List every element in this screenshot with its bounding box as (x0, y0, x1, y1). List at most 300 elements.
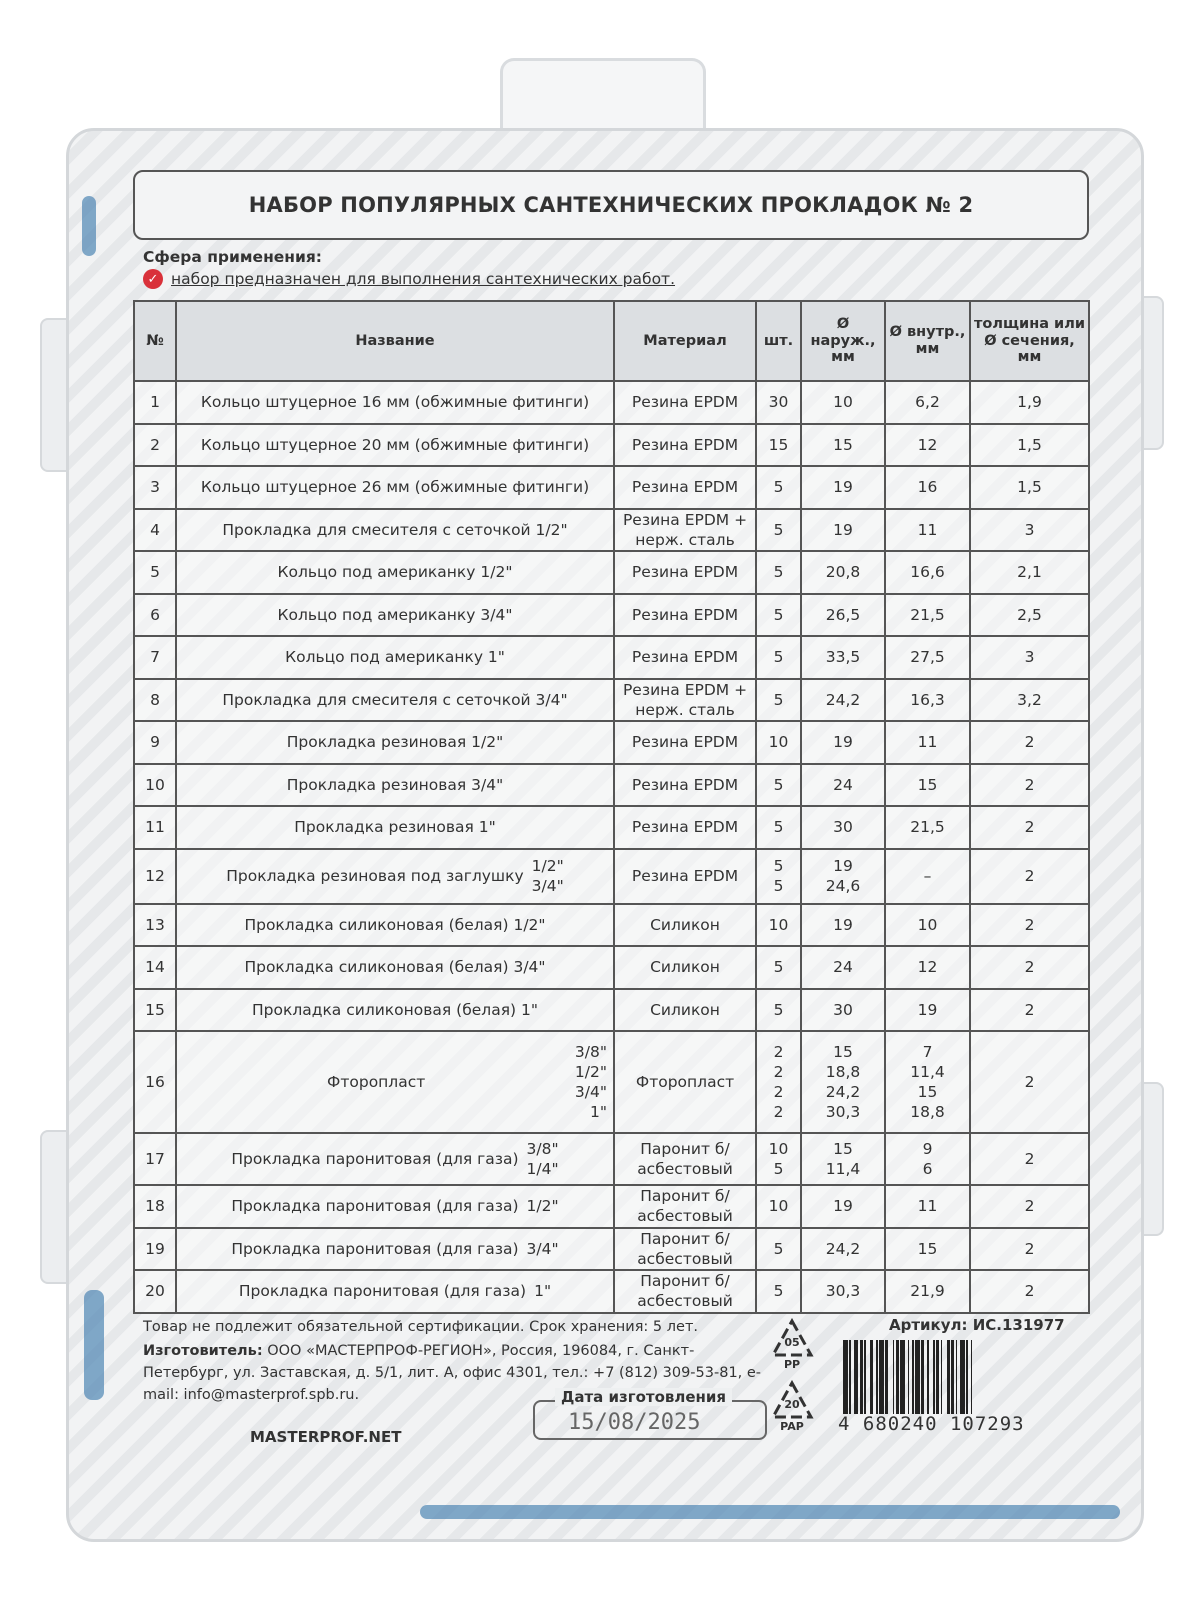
row-inner-line: 15 (917, 1083, 938, 1101)
size-line: 1" (590, 1103, 607, 1122)
row-material (614, 551, 756, 594)
row-thick (970, 466, 1089, 509)
row-num-text: 7 (150, 648, 160, 667)
row-outer-text: 19 (833, 478, 853, 497)
row-inner (885, 849, 970, 904)
row-outer (801, 1270, 885, 1313)
col-outer: Ø наруж., мм (801, 301, 885, 381)
row-name (176, 1185, 614, 1228)
row-thick (970, 551, 1089, 594)
row-outer-text: 30 (833, 818, 853, 837)
row-qty-text: 5 (773, 1239, 784, 1258)
row-inner (885, 551, 970, 594)
row-thick-text: 2 (1024, 775, 1035, 794)
row-outer-text: 19 (833, 915, 853, 934)
row-qty-text: 10 (768, 915, 789, 934)
row-thick-text: 3 (1024, 648, 1035, 667)
row-name-wrap (177, 856, 613, 896)
row-qty (756, 721, 801, 764)
row-qty-text: 5 (773, 775, 784, 794)
row-outer (801, 764, 885, 807)
row-inner-line: 7 (922, 1042, 933, 1061)
row-num-text: 2 (150, 435, 160, 454)
row-inner (885, 989, 970, 1032)
row-qty-text: 10 (768, 733, 789, 752)
row-qty-text: 10 (768, 1197, 789, 1216)
row-material (614, 1133, 756, 1185)
row-outer (801, 721, 885, 764)
row-num-text: 13 (145, 915, 165, 934)
row-name-text: Кольцо штуцерное 26 мм (обжимные фитинги) (200, 478, 590, 497)
row-qty (756, 1031, 801, 1133)
row-num (134, 721, 176, 764)
row-inner (885, 764, 970, 807)
table-header-row (134, 301, 1089, 381)
size-list (575, 1042, 607, 1123)
row-qty (756, 1228, 801, 1271)
row-outer-text: 33,5 (825, 648, 861, 667)
size-line: 3/8" (526, 1139, 559, 1158)
row-qty-line: 2 (773, 1042, 784, 1061)
row-thick (970, 1185, 1089, 1228)
row-inner-line: 6 (922, 1160, 933, 1178)
row-inner (885, 679, 970, 722)
row-thick (970, 946, 1089, 989)
row-qty (756, 679, 801, 722)
row-thick-text: 1,5 (1017, 478, 1042, 497)
row-material (614, 381, 756, 424)
row-num (134, 466, 176, 509)
row-thick-text: 2 (1024, 1282, 1035, 1301)
row-qty-text: 5 (773, 1282, 784, 1301)
table-row (134, 381, 1089, 424)
row-num-text: 18 (145, 1197, 165, 1216)
table-row (134, 636, 1089, 679)
row-name (176, 989, 614, 1032)
row-name-text: Прокладка резиновая 1" (294, 818, 496, 837)
row-inner-text: 6,2 (915, 393, 940, 412)
row-outer (801, 849, 885, 904)
row-thick (970, 424, 1089, 467)
row-num (134, 679, 176, 722)
row-inner-stack (886, 1139, 969, 1179)
row-qty-line: 5 (773, 1160, 784, 1178)
row-thick-text: 1,9 (1017, 393, 1042, 412)
size-line: 3/4" (531, 877, 564, 895)
row-qty-text: 5 (773, 563, 784, 582)
table-row (134, 1031, 1089, 1133)
row-qty (756, 904, 801, 947)
row-name (176, 904, 614, 947)
row-thick-text: 2,1 (1017, 563, 1042, 582)
row-num (134, 1185, 176, 1228)
col-inner: Ø внутр., мм (885, 301, 970, 381)
cert-note: Товар не подлежит обязательной сертификации. Срок хранения: 5 лет. (143, 1319, 698, 1335)
row-inner (885, 466, 970, 509)
row-num (134, 989, 176, 1032)
row-name-text: Кольцо под американку 1" (285, 648, 505, 667)
row-name-text: Прокладка для смесителя с сеточкой 1/2" (222, 520, 568, 539)
row-inner (885, 381, 970, 424)
row-qty-text: 5 (773, 648, 784, 667)
size-line: 3/4" (526, 1239, 559, 1258)
row-outer-text: 10 (833, 393, 853, 412)
table-row (134, 806, 1089, 849)
row-qty-text: 5 (773, 520, 784, 539)
row-thick (970, 594, 1089, 637)
row-outer-text: 26,5 (825, 605, 861, 624)
row-material-text: Паронит б/асбестовый (637, 1272, 733, 1311)
row-inner-line: 18,8 (910, 1103, 945, 1122)
row-outer-line: 15 (833, 1139, 853, 1158)
row-name (176, 806, 614, 849)
row-name (176, 849, 614, 904)
row-material (614, 989, 756, 1032)
row-inner-text: 15 (917, 775, 938, 794)
row-thick-text: 2 (1024, 818, 1035, 837)
row-thick (970, 989, 1089, 1032)
row-name-text: Кольцо под американку 1/2" (277, 563, 513, 582)
row-num-text: 20 (145, 1282, 165, 1301)
row-material (614, 594, 756, 637)
row-name-wrap (177, 1281, 613, 1301)
row-outer (801, 509, 885, 552)
row-qty (756, 849, 801, 904)
row-outer-line: 19 (833, 856, 853, 875)
row-material (614, 1185, 756, 1228)
row-outer (801, 806, 885, 849)
row-num-text: 1 (150, 393, 160, 412)
row-inner (885, 424, 970, 467)
row-num-text: 8 (150, 690, 160, 709)
row-outer-text: 24 (833, 775, 853, 794)
row-num (134, 764, 176, 807)
row-outer-line: 15 (833, 1042, 853, 1061)
table-row (134, 849, 1089, 904)
row-outer-text: 19 (833, 520, 853, 539)
row-num (134, 1133, 176, 1185)
row-qty (756, 989, 801, 1032)
row-qty-text: 15 (768, 435, 789, 454)
row-name-text: Прокладка резиновая 3/4" (286, 775, 504, 794)
table-row (134, 989, 1089, 1032)
row-num (134, 849, 176, 904)
table-row (134, 509, 1089, 552)
row-thick-text: 2 (1024, 1239, 1035, 1258)
row-num (134, 636, 176, 679)
row-num (134, 1270, 176, 1313)
row-inner (885, 1270, 970, 1313)
table-row (134, 1133, 1089, 1185)
row-outer-line: 11,4 (825, 1160, 861, 1178)
row-thick-text: 2 (1024, 915, 1035, 934)
row-num (134, 1228, 176, 1271)
row-name-text: Прокладка резиновая под заглушку (226, 866, 524, 885)
row-material (614, 849, 756, 904)
row-inner-text: 16,6 (910, 563, 945, 582)
col-qty: шт. (756, 301, 801, 381)
row-thick (970, 764, 1089, 807)
table-row (134, 764, 1089, 807)
row-outer-stack (802, 856, 884, 896)
row-inner (885, 904, 970, 947)
scope-heading: Сфера применения: (143, 248, 323, 266)
row-inner-stack (886, 1042, 969, 1123)
row-thick-text: 2 (1024, 958, 1035, 977)
row-qty-line: 5 (773, 856, 784, 875)
row-name-wrap (177, 1239, 613, 1259)
row-material-text: Резина EPDM (631, 818, 739, 837)
row-qty-line: 2 (773, 1083, 784, 1101)
row-material-text: Резина EPDM (631, 866, 739, 885)
table-row (134, 466, 1089, 509)
row-outer-stack (802, 1139, 884, 1179)
row-thick (970, 381, 1089, 424)
row-name (176, 679, 614, 722)
row-outer-stack (802, 1042, 884, 1123)
col-name: Название (176, 301, 614, 381)
barcode-bar (972, 1340, 977, 1414)
row-outer-line: 30,3 (825, 1103, 861, 1122)
row-material-text: Резина EPDM (631, 435, 739, 454)
row-num-text: 12 (145, 866, 165, 885)
size-line: 1/2" (526, 1197, 559, 1216)
row-outer (801, 551, 885, 594)
row-inner (885, 946, 970, 989)
row-name (176, 721, 614, 764)
row-outer-text: 24 (833, 958, 853, 977)
row-thick (970, 509, 1089, 552)
row-thick (970, 806, 1089, 849)
col-thickness: толщина или Ø сечения, мм (970, 301, 1089, 381)
article-number: Артикул: ИС.131977 (889, 1316, 1065, 1334)
row-name (176, 636, 614, 679)
row-qty (756, 466, 801, 509)
row-material-text: Фторопласт (635, 1072, 735, 1091)
check-icon: ✓ (143, 269, 163, 289)
row-inner-text: 11 (917, 520, 938, 539)
maker-text: ООО «МАСТЕРПРОФ-РЕГИОН», Россия, 196084, г. Санкт-Петербург, ул. Заставская, д. 5/1, лит. А, офис 4301, тел.: +7 (812) 309-53-81, e-mail: info@masterprof.spb.ru. (143, 1343, 762, 1403)
row-qty (756, 551, 801, 594)
row-name-text: Фторопласт (327, 1072, 426, 1091)
row-material-text: Резина EPDM + нерж. сталь (622, 680, 748, 719)
site-name: MASTERPROF.NET (250, 1428, 402, 1446)
row-outer (801, 636, 885, 679)
row-name (176, 1270, 614, 1313)
row-material (614, 679, 756, 722)
recycle-code: PAP (780, 1420, 804, 1433)
date-value: 15/08/2025 (568, 1410, 701, 1435)
row-name (176, 594, 614, 637)
row-outer (801, 946, 885, 989)
size-line: 1/2" (531, 856, 564, 875)
row-inner-text: 27,5 (910, 648, 945, 667)
row-num-text: 5 (150, 563, 160, 582)
row-name-text: Кольцо штуцерное 20 мм (обжимные фитинги) (200, 435, 590, 454)
table-row (134, 946, 1089, 989)
row-name (176, 764, 614, 807)
barcode (843, 1340, 1083, 1414)
row-inner-text: 21,5 (910, 605, 945, 624)
row-qty-text: 5 (773, 605, 784, 624)
row-qty (756, 764, 801, 807)
row-qty (756, 806, 801, 849)
row-name-wrap (177, 1042, 613, 1123)
row-qty-stack (757, 1139, 800, 1179)
size-line: 1/4" (526, 1160, 559, 1178)
row-inner-text: 11 (917, 733, 938, 752)
row-thick (970, 1228, 1089, 1271)
row-num-text: 17 (145, 1149, 165, 1168)
row-num (134, 1031, 176, 1133)
row-name-text: Прокладка силиконовая (белая) 1/2" (244, 915, 546, 934)
row-outer-text: 20,8 (825, 563, 861, 582)
row-material (614, 764, 756, 807)
row-thick-text: 1,5 (1017, 435, 1042, 454)
row-name (176, 509, 614, 552)
row-material-text: Резина EPDM (631, 563, 739, 582)
row-thick-text: 2 (1024, 1000, 1035, 1019)
row-material-text: Паронит б/асбестовый (637, 1187, 733, 1226)
barcode-number: 4 680240 107293 (838, 1413, 1025, 1435)
row-qty (756, 381, 801, 424)
row-inner (885, 1228, 970, 1271)
col-num: № (134, 301, 176, 381)
row-qty (756, 1270, 801, 1313)
table-row (134, 679, 1089, 722)
row-material (614, 1270, 756, 1313)
row-material (614, 1031, 756, 1133)
row-outer (801, 381, 885, 424)
row-material (614, 1228, 756, 1271)
recycle-number: 20 (784, 1398, 800, 1411)
row-outer-text: 24,2 (825, 1239, 861, 1258)
row-outer-line: 24,2 (825, 1083, 861, 1101)
row-num-text: 9 (150, 733, 160, 752)
row-name (176, 551, 614, 594)
row-thick-text: 2 (1024, 1149, 1035, 1168)
row-outer (801, 904, 885, 947)
row-inner (885, 1185, 970, 1228)
row-qty-text: 5 (773, 958, 784, 977)
row-inner-text: 10 (917, 915, 938, 934)
row-inner (885, 1133, 970, 1185)
row-qty-stack (757, 1042, 800, 1123)
row-num-text: 19 (145, 1239, 165, 1258)
blue-gasket-edge (82, 196, 96, 256)
row-name (176, 1228, 614, 1271)
row-num-text: 11 (145, 818, 165, 837)
size-list (527, 1139, 559, 1179)
page-title: НАБОР ПОПУЛЯРНЫХ САНТЕХНИЧЕСКИХ ПРОКЛАДОК № 2 (248, 193, 974, 217)
row-outer-text: 30,3 (825, 1282, 861, 1301)
row-num (134, 381, 176, 424)
scope-line (143, 269, 675, 289)
size-line: 3/4" (574, 1083, 607, 1101)
row-qty-stack (757, 856, 800, 896)
row-inner-line: 9 (922, 1139, 933, 1158)
row-material-text: Паронит б/асбестовый (637, 1229, 733, 1268)
col-material: Материал (614, 301, 756, 381)
row-num (134, 551, 176, 594)
row-inner (885, 594, 970, 637)
row-qty (756, 1133, 801, 1185)
row-num-text: 10 (145, 775, 165, 794)
row-thick-text: 2,5 (1017, 605, 1042, 624)
blue-gasket-edge (84, 1290, 104, 1400)
row-inner-text: – (923, 866, 932, 885)
row-outer (801, 1228, 885, 1271)
row-thick-text: 2 (1024, 866, 1035, 885)
row-material (614, 424, 756, 467)
row-material-text: Резина EPDM (631, 775, 739, 794)
row-inner (885, 509, 970, 552)
row-outer-line: 18,8 (825, 1062, 861, 1081)
row-num-text: 14 (145, 958, 165, 977)
row-outer-text: 30 (833, 1000, 853, 1019)
row-outer (801, 679, 885, 722)
table-row (134, 1228, 1089, 1271)
row-inner-text: 21,5 (910, 818, 945, 837)
row-qty-line: 2 (773, 1062, 784, 1081)
row-qty-line: 2 (773, 1103, 784, 1122)
row-outer-text: 19 (833, 733, 853, 752)
row-name-wrap (177, 1139, 613, 1179)
row-outer (801, 424, 885, 467)
row-name-text: Кольцо под американку 3/4" (277, 605, 513, 624)
row-num (134, 594, 176, 637)
row-material-text: Силикон (650, 958, 720, 977)
table-row (134, 594, 1089, 637)
row-qty (756, 509, 801, 552)
recycle-number: 05 (784, 1336, 800, 1349)
row-outer-text: 24,2 (825, 690, 861, 709)
row-name (176, 1133, 614, 1185)
scope-text: набор предназначен для выполнения сантехнических работ. (171, 270, 676, 288)
row-num-text: 3 (150, 478, 160, 497)
title-frame (133, 170, 1089, 240)
row-thick (970, 636, 1089, 679)
row-num (134, 509, 176, 552)
row-qty (756, 946, 801, 989)
row-qty (756, 1185, 801, 1228)
row-thick (970, 849, 1089, 904)
row-outer (801, 594, 885, 637)
row-qty-text: 5 (773, 818, 784, 837)
row-name-text: Прокладка паронитовая (для газа) (231, 1197, 519, 1216)
row-outer-text: 19 (833, 1197, 853, 1216)
row-inner (885, 721, 970, 764)
row-name-text: Прокладка паронитовая (для газа) (231, 1149, 519, 1168)
row-num-text: 15 (145, 1000, 165, 1019)
row-name (176, 1031, 614, 1133)
row-name-text: Прокладка паронитовая (для газа) (238, 1282, 527, 1301)
row-material-text: Резина EPDM (631, 393, 739, 412)
table-row (134, 721, 1089, 764)
row-name-text: Прокладка резиновая 1/2" (286, 733, 504, 752)
row-name-text: Прокладка для смесителя с сеточкой 3/4" (222, 690, 568, 709)
row-inner-line: 11,4 (910, 1062, 945, 1081)
row-name-wrap (177, 1196, 613, 1216)
row-num (134, 806, 176, 849)
row-inner-text: 16 (917, 478, 938, 497)
row-name (176, 424, 614, 467)
row-qty-text: 5 (773, 1000, 784, 1019)
row-inner-text: 12 (917, 435, 938, 454)
maker-label: Изготовитель: (143, 1343, 263, 1359)
row-material (614, 636, 756, 679)
row-material-text: Резина EPDM (631, 605, 739, 624)
